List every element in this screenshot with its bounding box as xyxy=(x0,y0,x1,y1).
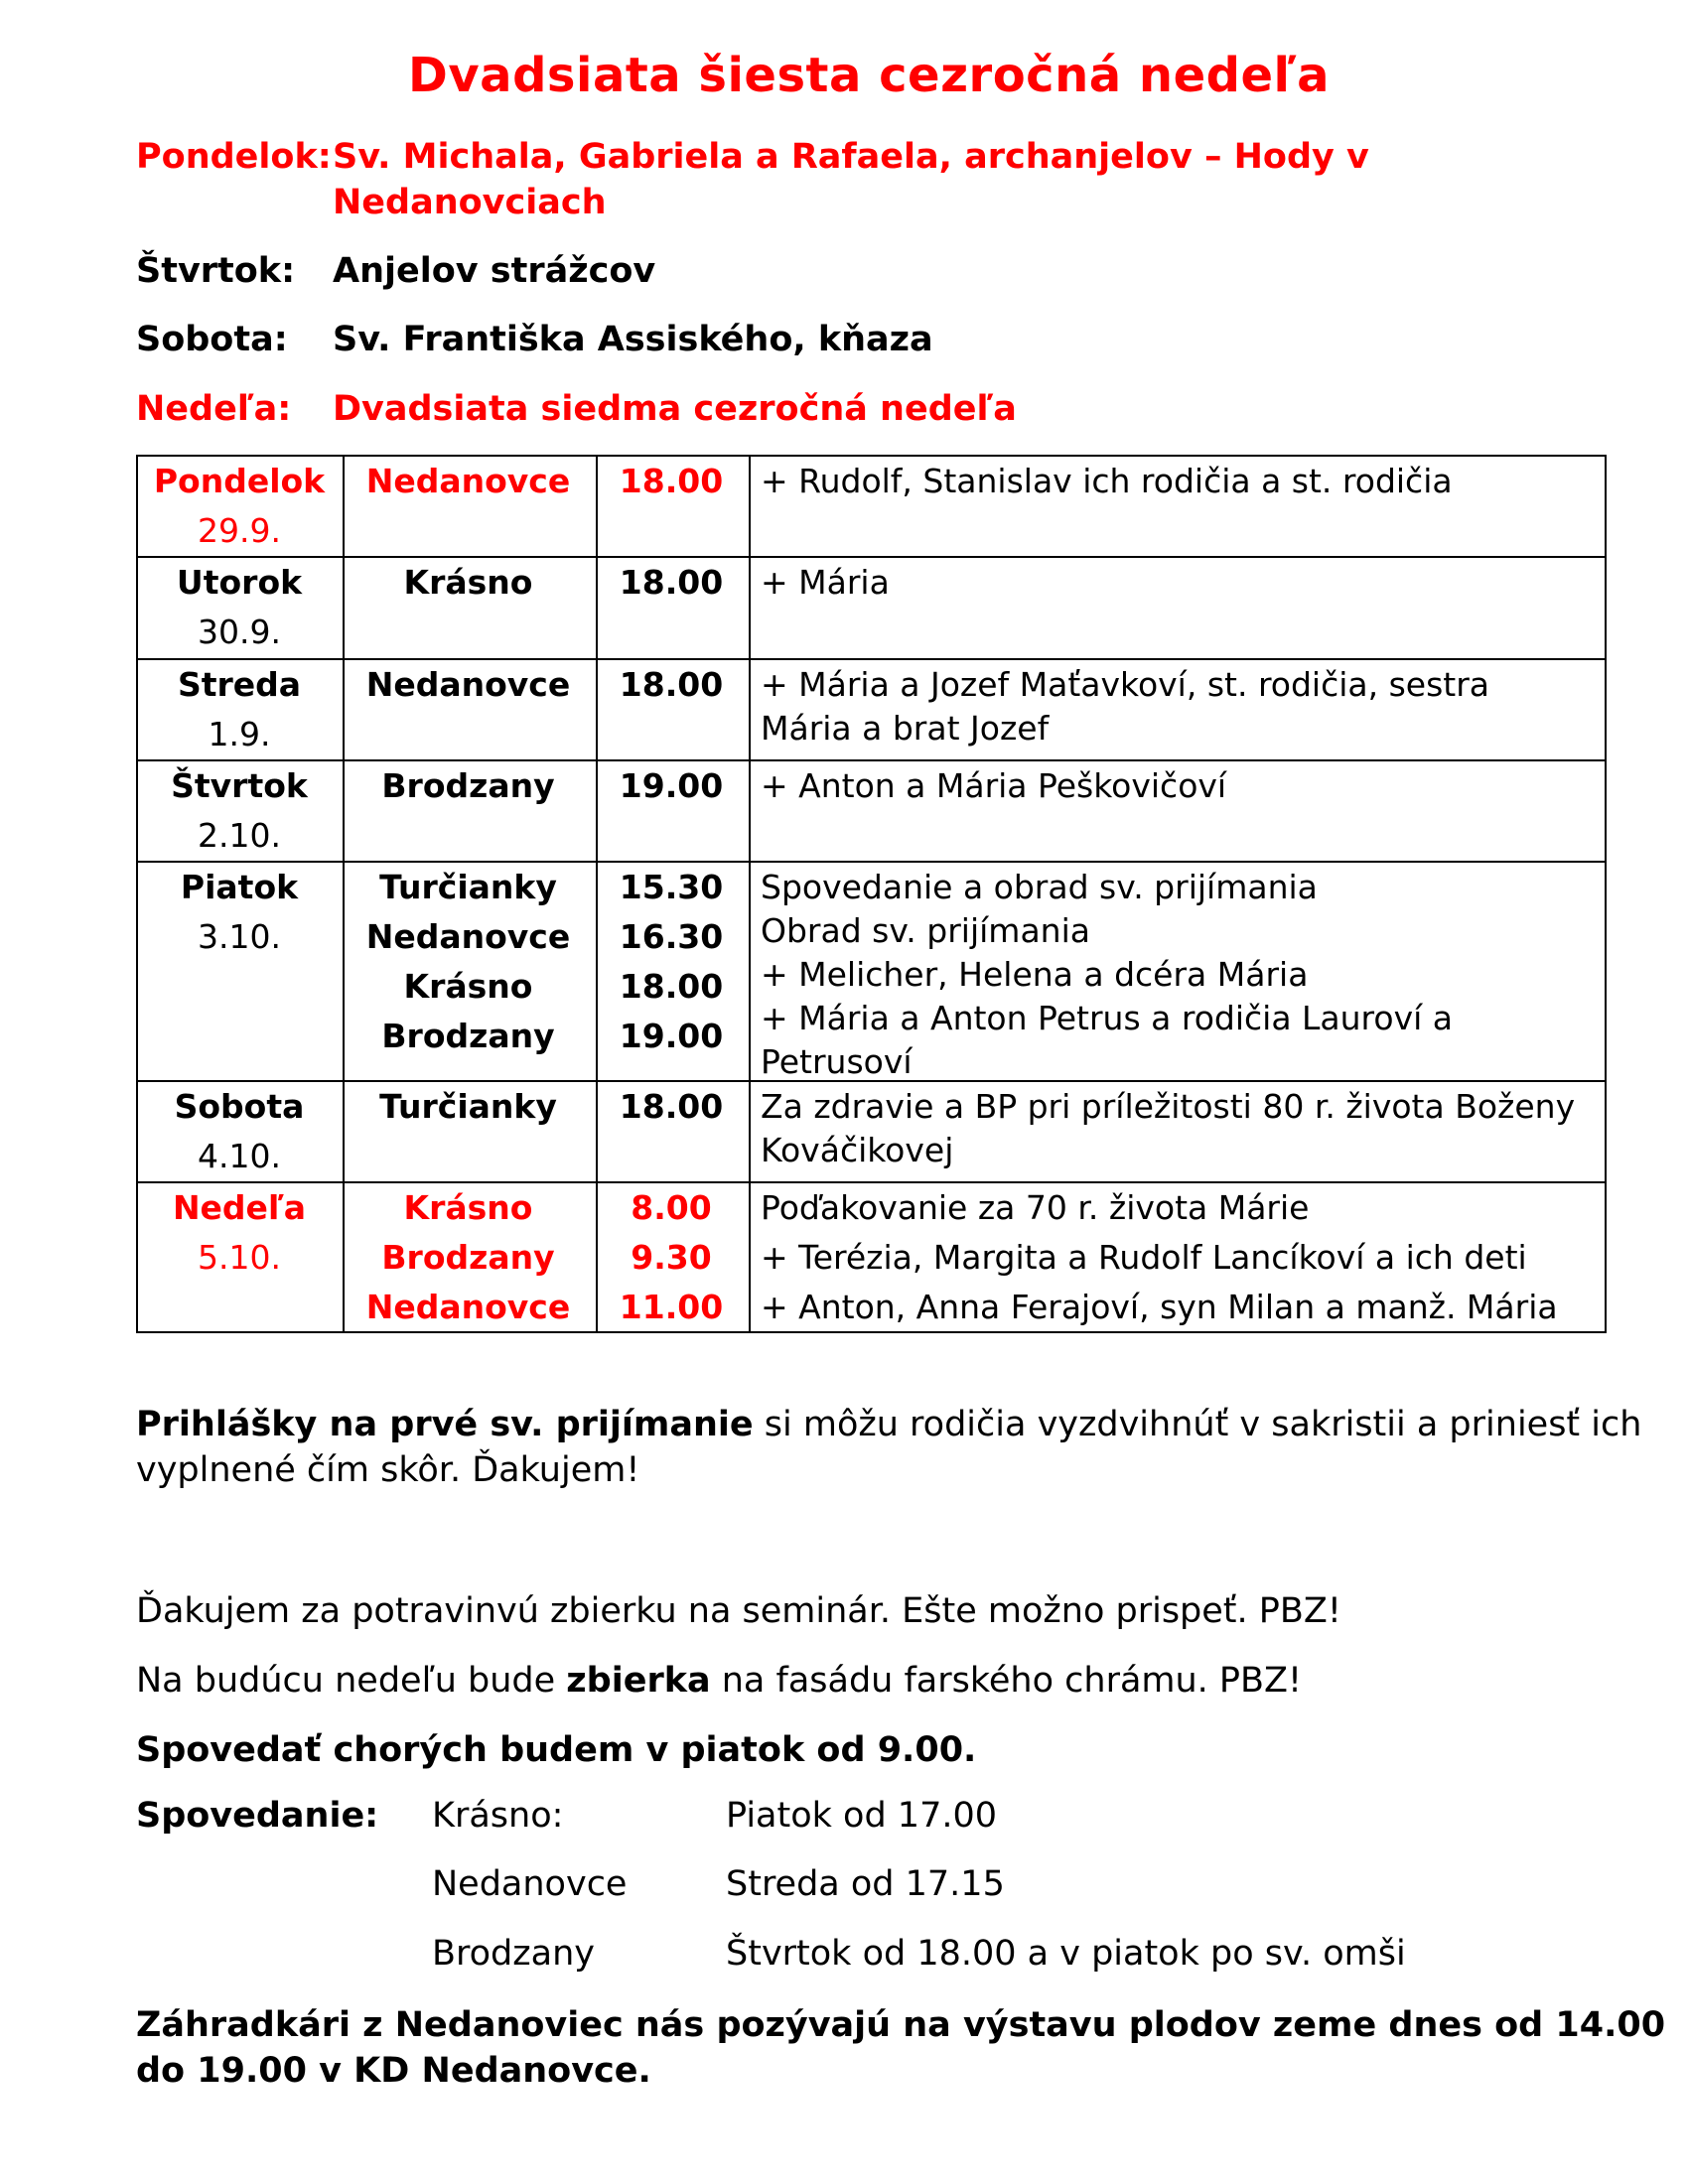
sick-confession-note: Spovedať chorých budem v piatok od 9.00. xyxy=(136,1730,977,1770)
confession-time: Piatok od 17.00 xyxy=(726,1796,997,1836)
mass-place: Turčianky xyxy=(379,1087,557,1126)
confession-time: Štvrtok od 18.00 a v piatok po sv. omši xyxy=(726,1934,1406,1974)
mass-place: Nedanovce xyxy=(365,462,571,500)
mass-intention: Poďakovanie za 70 r. života Márie xyxy=(761,1188,1310,1227)
mass-intention: + Melicher, Helena a dcéra Mária xyxy=(761,955,1309,994)
confession-place: Nedanovce xyxy=(432,1864,628,1904)
schedule-day: Štvrtok xyxy=(171,766,308,805)
mass-intention: + Mária a Anton Petrus a rodičia Lauroví a xyxy=(761,999,1453,1037)
schedule-day: Utorok xyxy=(176,563,303,602)
mass-time: 18.00 xyxy=(619,967,724,1006)
mass-place: Turčianky xyxy=(379,868,557,906)
mass-intention: + Terézia, Margita a Rudolf Lancíkoví a ich deti xyxy=(761,1238,1527,1277)
gardeners-invitation-line2: do 19.00 v KD Nedanovce. xyxy=(136,2051,651,2091)
feast-text-sunday: Dvadsiata siedma cezročná nedeľa xyxy=(333,389,1017,429)
mass-time: 16.30 xyxy=(619,917,724,956)
mass-place: Nedanovce xyxy=(365,665,571,704)
schedule-date: 29.9. xyxy=(198,511,281,550)
schedule-day: Streda xyxy=(177,665,302,704)
schedule-date: 4.10. xyxy=(198,1137,281,1175)
next-sunday-text-before: Na budúcu nedeľu bude xyxy=(136,1661,567,1701)
feast-text-monday-continued: Nedanovciach xyxy=(333,183,607,222)
first-communion-bold: Prihlášky na prvé sv. prijímanie xyxy=(136,1405,754,1444)
mass-place: Nedanovce xyxy=(365,1288,571,1326)
mass-intention: + Anton a Mária Peškovičoví xyxy=(761,766,1227,805)
mass-intention: Kováčikovej xyxy=(761,1131,954,1169)
gardeners-invitation-line1: Záhradkári z Nedanoviec nás pozývajú na výstavu plodov zeme dnes od 14.00 xyxy=(136,2005,1666,2045)
next-sunday-collection-note xyxy=(136,1658,1302,1704)
mass-time: 9.30 xyxy=(631,1238,712,1277)
mass-intention: Za zdravie a BP pri príležitosti 80 r. života Boženy xyxy=(761,1087,1576,1126)
confession-place: Brodzany xyxy=(432,1934,595,1974)
mass-intention: Spovedanie a obrad sv. prijímania xyxy=(761,868,1318,906)
feast-day-label-saturday: Sobota: xyxy=(136,320,288,359)
first-communion-rest: si môžu rodičia vyzdvihnúť v sakristii a priniesť ich xyxy=(753,1405,1642,1444)
confession-time: Streda od 17.15 xyxy=(726,1864,1005,1904)
mass-place: Brodzany xyxy=(381,1017,555,1055)
schedule-date: 5.10. xyxy=(198,1238,281,1277)
food-collection-note: Ďakujem za potravinvú zbierku na seminár. Ešte možno prispeť. PBZ! xyxy=(136,1591,1341,1631)
schedule-day: Pondelok xyxy=(153,462,326,500)
mass-time: 8.00 xyxy=(631,1188,712,1227)
mass-place: Brodzany xyxy=(381,1238,555,1277)
schedule-date: 2.10. xyxy=(198,816,281,855)
next-sunday-text-after: na fasádu farského chrámu. PBZ! xyxy=(710,1661,1303,1701)
schedule-day: Sobota xyxy=(174,1087,305,1126)
feast-day-label-sunday: Nedeľa: xyxy=(136,389,292,429)
mass-intention: + Anton, Anna Ferajoví, syn Milan a manž. Mária xyxy=(761,1288,1558,1326)
feast-text-thursday: Anjelov strážcov xyxy=(333,251,656,291)
mass-time: 18.00 xyxy=(619,563,724,602)
mass-time: 18.00 xyxy=(619,462,724,500)
schedule-date: 1.9. xyxy=(208,715,271,753)
mass-time: 18.00 xyxy=(619,1087,724,1126)
mass-intention: Petrusoví xyxy=(761,1042,913,1081)
feast-day-label-monday: Pondelok: xyxy=(136,137,332,177)
mass-intention: Mária a brat Jozef xyxy=(761,709,1050,748)
mass-intention: + Mária a Jozef Maťavkoví, st. rodičia, sestra xyxy=(761,665,1490,704)
mass-place: Krásno xyxy=(403,967,533,1006)
confession-label: Spovedanie: xyxy=(136,1796,379,1836)
schedule-date: 30.9. xyxy=(198,613,281,651)
next-sunday-bold: zbierka xyxy=(566,1661,711,1701)
feast-text-saturday: Sv. Františka Assiského, kňaza xyxy=(333,320,933,359)
column-divider xyxy=(749,457,751,1331)
mass-intention: Obrad sv. prijímania xyxy=(761,911,1090,950)
mass-intention: + Rudolf, Stanislav ich rodičia a st. rodičia xyxy=(761,462,1453,500)
schedule-date: 3.10. xyxy=(198,917,281,956)
feast-day-label-thursday: Štvrtok: xyxy=(136,251,296,291)
mass-intention: + Mária xyxy=(761,563,890,602)
first-communion-line1 xyxy=(136,1402,1641,1447)
mass-time: 15.30 xyxy=(619,868,724,906)
mass-place: Nedanovce xyxy=(365,917,571,956)
first-communion-line2: vyplnené čím skôr. Ďakujem! xyxy=(136,1450,640,1490)
mass-time: 11.00 xyxy=(619,1288,724,1326)
mass-place: Krásno xyxy=(403,563,533,602)
mass-time: 18.00 xyxy=(619,665,724,704)
mass-place: Krásno xyxy=(403,1188,533,1227)
confession-place: Krásno: xyxy=(432,1796,564,1836)
feast-text-monday: Sv. Michala, Gabriela a Rafaela, archanjelov – Hody v xyxy=(333,137,1369,177)
page-title: Dvadsiata šiesta cezročná nedeľa xyxy=(408,48,1330,103)
mass-place: Brodzany xyxy=(381,766,555,805)
schedule-day: Nedeľa xyxy=(172,1188,307,1227)
schedule-day: Piatok xyxy=(180,868,299,906)
mass-time: 19.00 xyxy=(619,766,724,805)
mass-time: 19.00 xyxy=(619,1017,724,1055)
